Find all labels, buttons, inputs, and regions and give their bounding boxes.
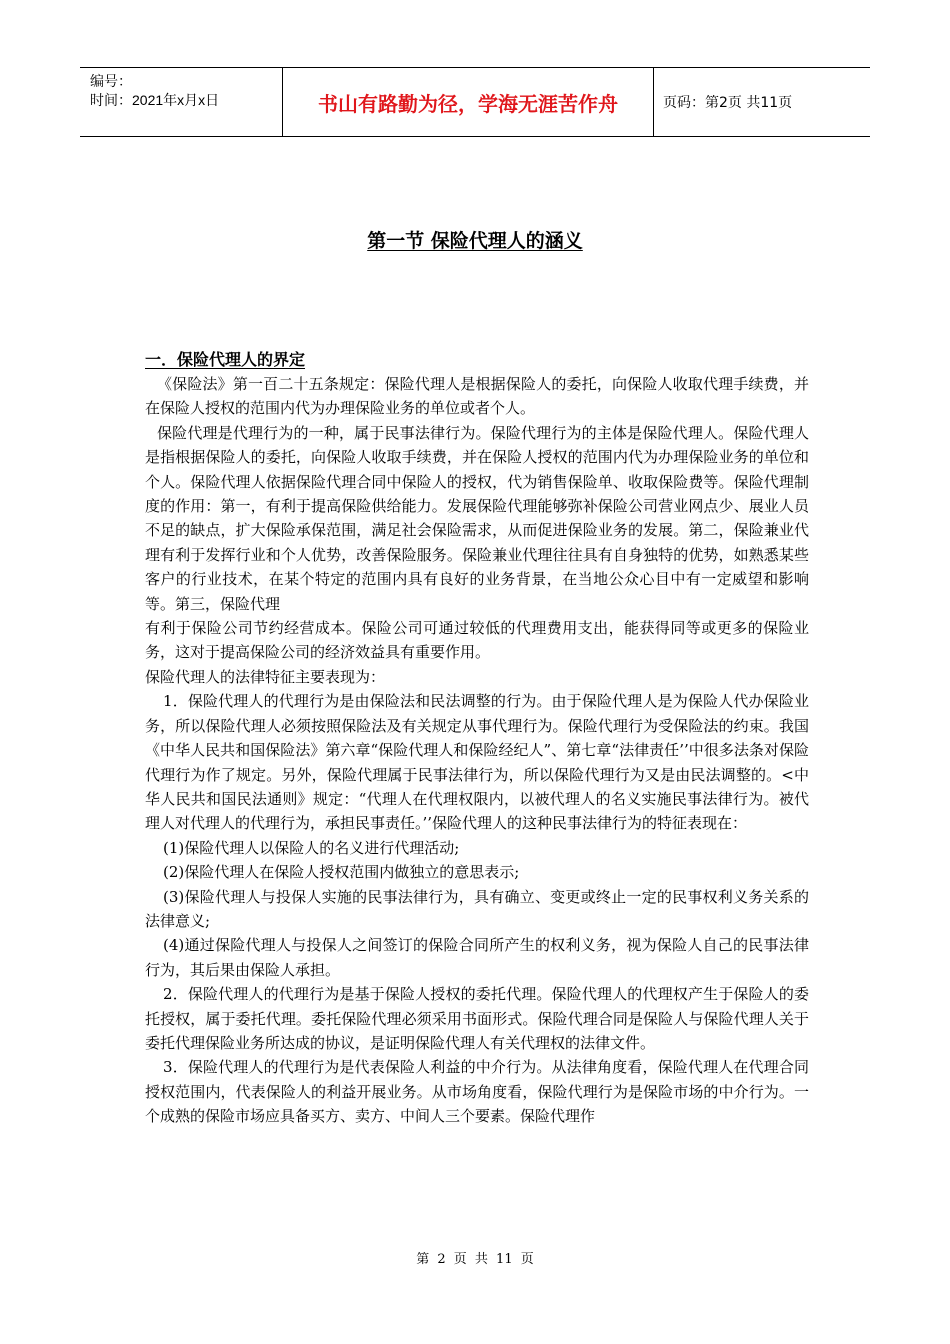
paragraph: 3．保险代理人的代理行为是代表保险人利益的中介行为。从法律角度看，保险代理人在代理合同授权范围内，代表保险人的利益开展业务。从市场角度看，保险代理行为是保险市场的中介行为。一个成熟的保险市场应具备买方、卖方、中间人三个要素。保险代理作: [145, 1058, 809, 1126]
paragraph: 有利于保险公司节约经营成本。保险公司可通过较低的代理费用支出，能获得同等或更多的保险业务，这对于提高保险公司的经济效益具有重要作用。: [145, 619, 809, 662]
list-item: (4)通过保险代理人与投保人之间签订的保险合同所产生的权利义务，视为保险人自己的民事法律行为，其后果由保险人承担。: [145, 936, 809, 979]
page-title-text: 第一节 保险代理人的涵义: [367, 230, 583, 252]
list-item: (3)保险代理人与投保人实施的民事法律行为，具有确立、变更或终止一定的民事权利义务关系的法律意义;: [145, 887, 809, 930]
page-title: [0, 226, 950, 253]
document-time-label: 时间：2021年x月x日: [90, 92, 220, 108]
list-item: (2)保险代理人在保险人授权范围内做独立的意思表示;: [163, 863, 520, 882]
section-heading: 一．保险代理人的界定: [145, 350, 306, 369]
paragraph: 2．保险代理人的代理行为是基于保险人授权的委托代理。保险代理人的代理权产生于保险人的委托授权，属于委托代理。委托保险代理必须采用书面形式。保险代理合同是保险人与保险代理人关于委托代理保险业务所达成的协议，是证明保险代理人有关代理权的法律文件。: [145, 985, 809, 1052]
header-motto: 书山有路勤为径，学海无涯苦作舟: [282, 68, 654, 136]
paragraph: 1．保险代理人的代理行为是由保险法和民法调整的行为。由于保险代理人是为保险人代办保险业务，所以保险代理人必须按照保险法及有关规定从事代理行为。保险代理行为受保险法的约束。我国《中华人民共和国保险法》第六章“保险代理人和保险经纪人”、第七章“法律责任’’中很多法条对保险代理行为作了规定。另外，保险代理属于民事法律行为，所以保险代理行为又是由民法调整的。<中华人民共和国民法通则》规定：“代理人在代理权限内，以被代理人的名义实施民事法律行为。被代理人对代理人的代理行为，承担民事责任。’’保险代理人的这种民事法律行为的特征表现在：: [145, 692, 809, 833]
page-footer: 第 2 页 共 11 页: [416, 1252, 534, 1267]
header-page-label: 页码：第2页 共11页: [663, 95, 793, 111]
list-item: (1)保险代理人以保险人的名义进行代理活动;: [163, 838, 460, 857]
paragraph: 保险代理是代理行为的一种，属于民事法律行为。保险代理行为的主体是保险代理人。保险代理人是指根据保险人的委托，向保险人收取手续费，并在保险人授权的范围内代为办理保险业务的单位和个人。保险代理人依据保险代理合同中保险人的授权，代为销售保险单、收取保险费等。保险代理制度的作用：第一，有利于提高保险供给能力。发展保险代理能够弥补保险公司营业网点少、展业人员不足的缺点，扩大保险承保范围，满足社会保险需求，从而促进保险业务的发展。第二，保险兼业代理有利于发挥行业和个人优势，改善保险服务。保险兼业代理往往具有自身独特的优势，如熟悉某些客户的行业技术，在某个特定的范围内具有良好的业务背景，在当地公众心目中有一定威望和影响等。第三，保险代理: [145, 423, 809, 613]
document-number-label: 编号：: [90, 73, 132, 89]
document-body: [145, 372, 809, 1129]
paragraph: 保险代理人的法律特征主要表现为：: [145, 667, 386, 686]
paragraph: 《保险法》第一百二十五条规定：保险代理人是根据保险人的委托，向保险人收取代理手续费，并在保险人授权的范围内代为办理保险业务的单位或者个人。: [145, 375, 809, 418]
header-table: [80, 67, 870, 137]
header-meta-cell: [80, 68, 282, 136]
